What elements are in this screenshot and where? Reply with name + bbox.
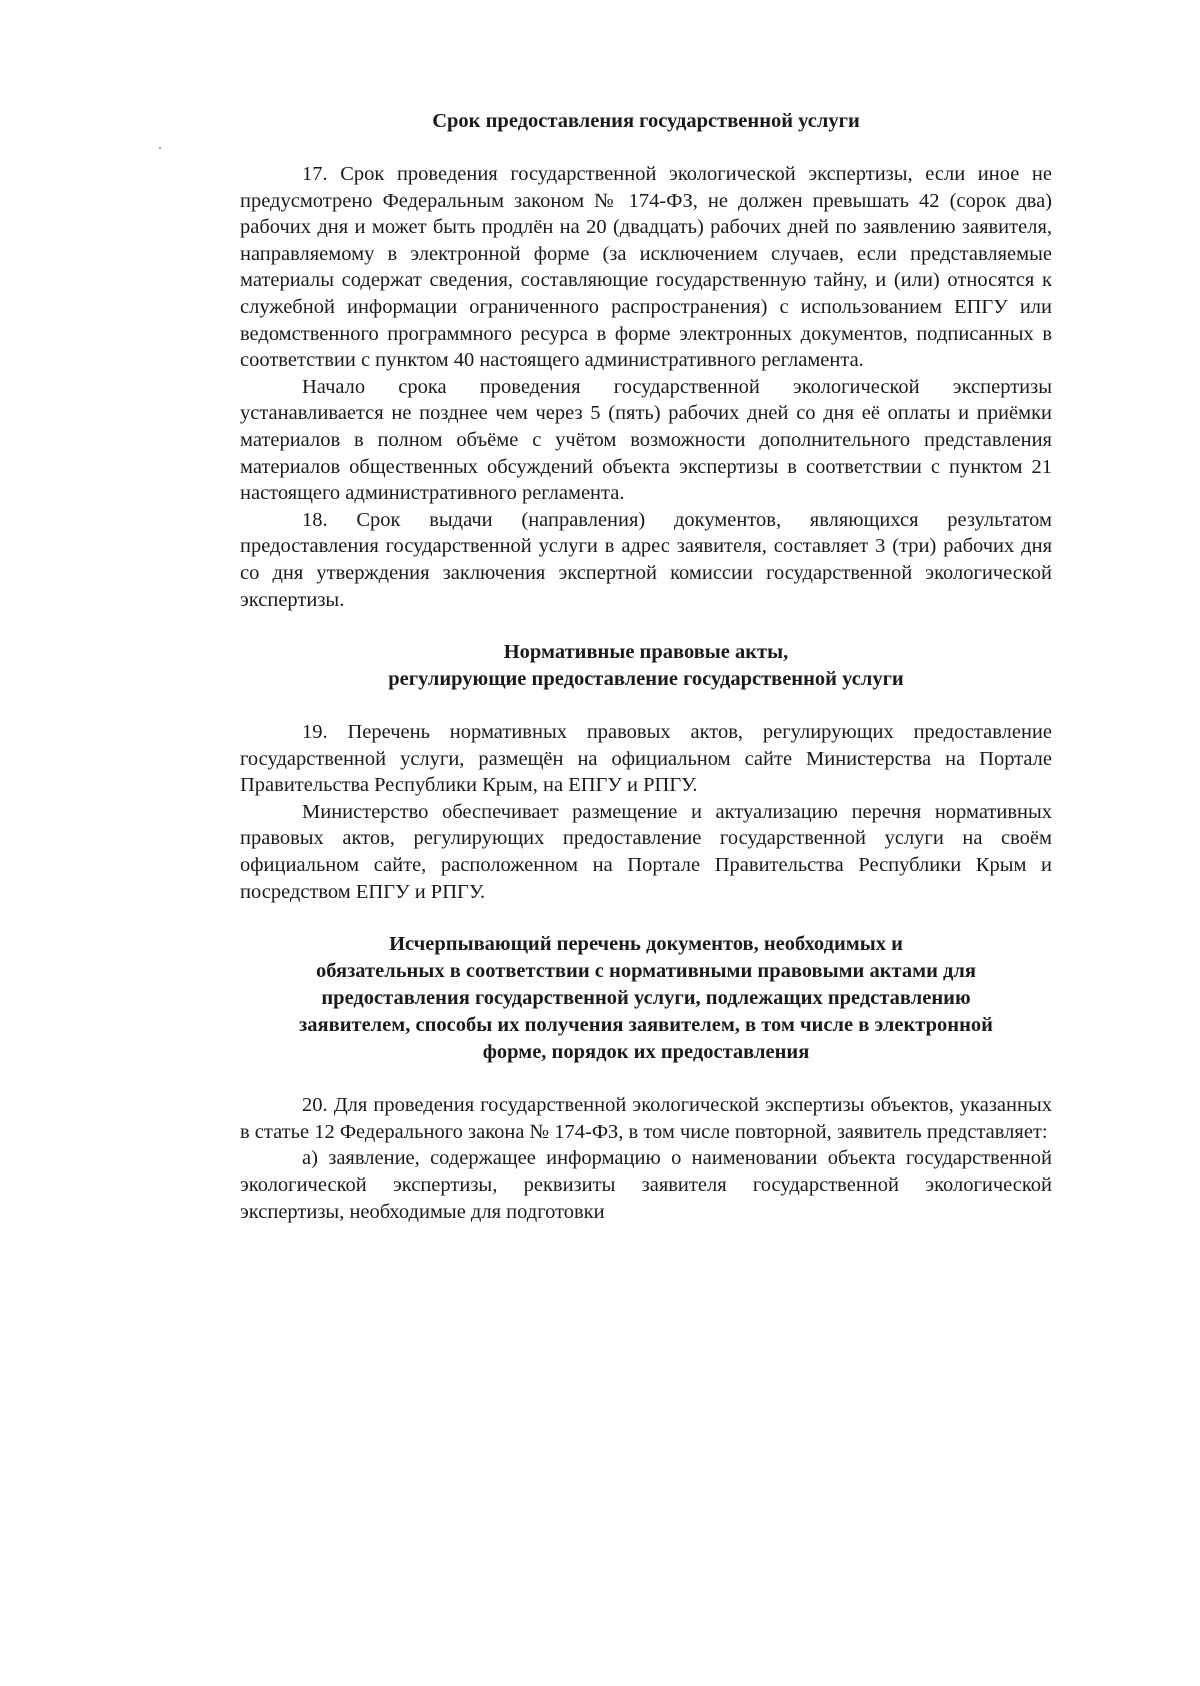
paragraph-term-start: Начало срока проведения государственной экологической экспертизы устанавливается не позднее чем через 5 (пять) рабочих дней со дня её оплаты и приёмки материалов в полном объёме с учётом возможности дополнительного представления материалов общественных обсуждений объекта экспертизы в соответствии с пунктом 21 настоящего административного регламента.	[240, 375, 1052, 505]
paragraph-18: 18. Срок выдачи (направления) документов, являющихся результатом предоставления государственной услуги в адрес заявителя, составляет 3 (три) рабочих дня со дня утверждения заключения экспертной комиссии государственной экологической экспертизы.	[240, 508, 1052, 611]
scan-speck	[159, 147, 161, 149]
paragraph-20-a: а) заявление, содержащее информацию о наименовании объекта государственной экологической экспертизы, реквизиты заявителя государственной экологической экспертизы, необходимые для подготовки	[240, 1147, 1052, 1223]
paragraph-19: 19. Перечень нормативных правовых актов, регулирующих предоставление государственной услуги, размещён на официальном сайте Министерства на Портале Правительства Республики Крым, на ЕПГУ и РПГУ.	[240, 721, 1052, 797]
heading-line: заявителем, способы их получения заявителем, в том числе в электронной	[299, 1014, 993, 1037]
document-page	[240, 108, 1052, 1225]
heading-line: Нормативные правовые акты,	[503, 641, 789, 664]
heading-line: Срок предоставления государственной услуги	[432, 110, 860, 132]
section-heading-legal-acts	[240, 639, 1052, 693]
heading-line: предоставления государственной услуги, подлежащих представлению	[321, 987, 971, 1010]
paragraph-17: 17. Срок проведения государственной экологической экспертизы, если иное не предусмотрено Федеральным законом № 174-ФЗ, не должен превышать 42 (сорок два) рабочих дня и может быть продлён на 20 (двадцать) рабочих дней по заявлению заявителя, направляемому в электронной форме (за исключением случаев, если представляемые материалы содержат сведения, составляющие государственную тайну, и (или) относятся к служебной информации ограниченного распространения) с использованием ЕПГУ или ведомственного программного ресурса в форме электронных документов, подписанных в соответствии с пунктом 40 настоящего административного регламента.	[240, 163, 1052, 372]
heading-line: форме, порядок их предоставления	[482, 1041, 810, 1064]
section-heading-documents-list	[240, 931, 1052, 1066]
heading-line: обязательных в соответствии с нормативными правовыми актами для	[315, 960, 976, 983]
paragraph-20: 20. Для проведения государственной экологической экспертизы объектов, указанных в статье 12 Федерального закона № 174-ФЗ, в том числе повторной, заявитель представляет:	[240, 1094, 1052, 1143]
heading-line: регулирующие предоставление государственной услуги	[388, 668, 904, 691]
paragraph-ministry: Министерство обеспечивает размещение и актуализацию перечня нормативных правовых актов, регулирующих предоставление государственной услуги на своём официальном сайте, расположенном на Портале Правительства Республики Крым и посредством ЕПГУ и РПГУ.	[240, 800, 1052, 903]
heading-line: Исчерпывающий перечень документов, необходимых и	[389, 933, 903, 956]
section-heading-term	[240, 108, 1052, 135]
